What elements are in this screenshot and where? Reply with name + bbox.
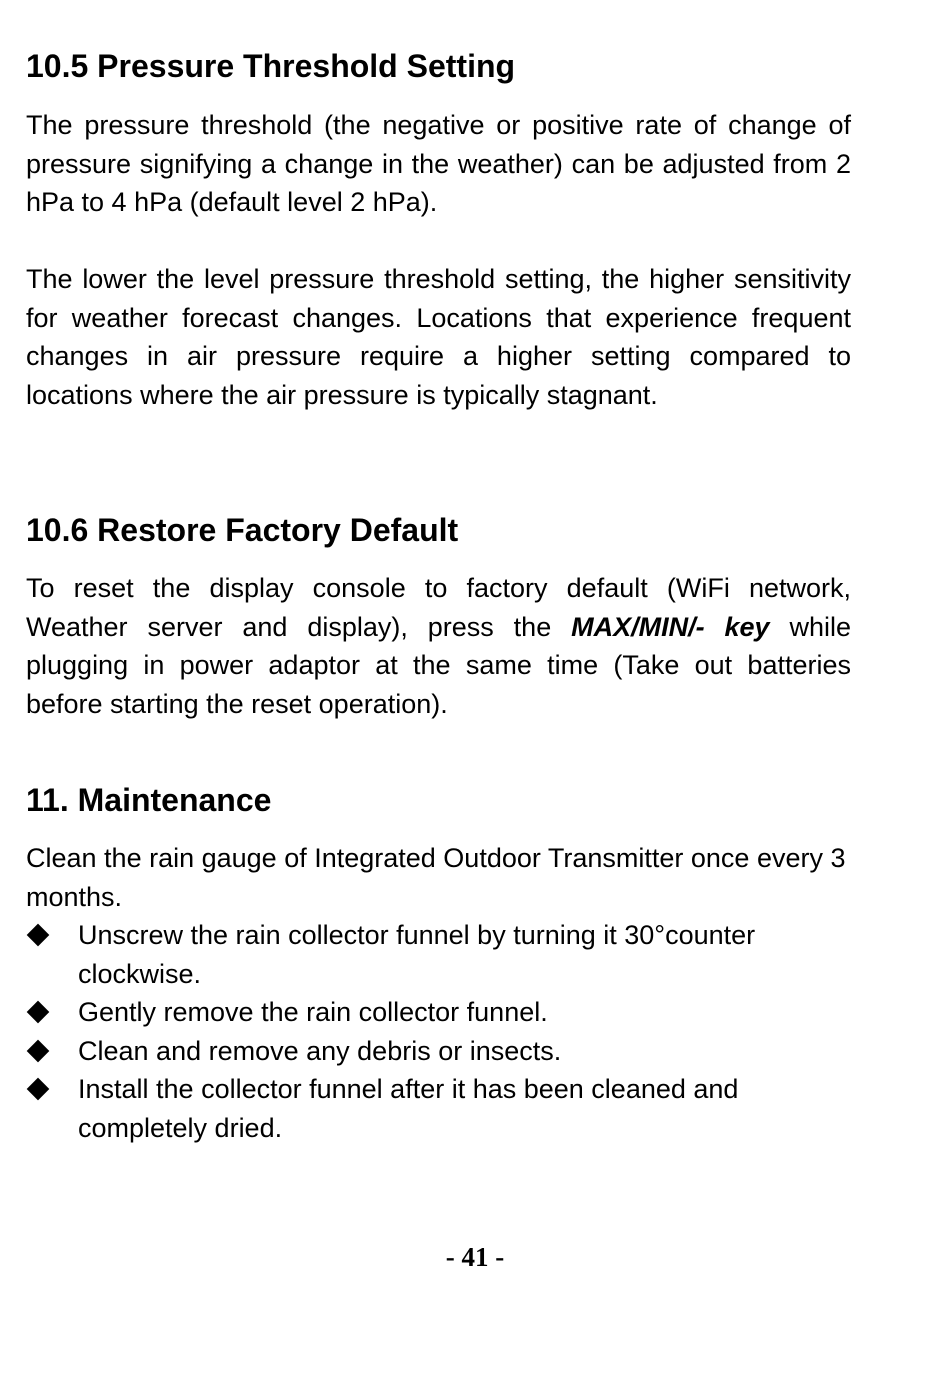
list-item-text: Clean and remove any debris or insects. — [78, 1035, 562, 1066]
restore-text-after: while plugging in power adaptor at the same time (Take out batteries before starting the reset operation). — [26, 611, 851, 719]
list-item — [26, 916, 851, 993]
diamond-bullet-icon — [27, 1078, 50, 1101]
list-item-text: Gently remove the rain collector funnel. — [78, 997, 548, 1028]
diamond-bullet-icon — [27, 924, 50, 947]
maintenance-intro: Clean the rain gauge of Integrated Outdoor Transmitter once every 3 months. — [26, 843, 846, 912]
list-item — [26, 1070, 851, 1147]
maintenance-steps-list — [26, 916, 851, 1148]
restore-factory-paragraph — [26, 569, 851, 723]
list-item — [26, 1032, 851, 1071]
section-heading-pressure-threshold: 10.5 Pressure Threshold Setting — [26, 48, 516, 84]
section-heading-maintenance: 11. Maintenance — [26, 782, 272, 818]
diamond-bullet-icon — [27, 1039, 50, 1062]
pressure-threshold-paragraph-2: The lower the level pressure threshold setting, the higher sensitivity for weather forecast changes. Locations that experience frequent changes in air pressure require a higher setting compared to locations where the air pressure is typically stagnant. — [26, 264, 851, 410]
max-min-key-label: MAX/MIN/- key — [571, 611, 770, 642]
list-item-text: Install the collector funnel after it has been cleaned and completely dried. — [78, 1074, 739, 1143]
section-heading-restore-factory: 10.6 Restore Factory Default — [26, 512, 459, 548]
list-item — [26, 993, 851, 1032]
diamond-bullet-icon — [27, 1001, 50, 1024]
list-item-text: Unscrew the rain collector funnel by turning it 30°counter clockwise. — [78, 920, 756, 989]
pressure-threshold-paragraph-1: The pressure threshold (the negative or positive rate of change of pressure signifying a change in the weather) can be adjusted from 2 hPa to 4 hPa (default level 2 hPa). — [26, 110, 851, 218]
page-number: - 41 - — [445, 1242, 505, 1272]
restore-text-before: To reset the display console to factory default (WiFi network, Weather server and display), press the — [26, 573, 851, 642]
